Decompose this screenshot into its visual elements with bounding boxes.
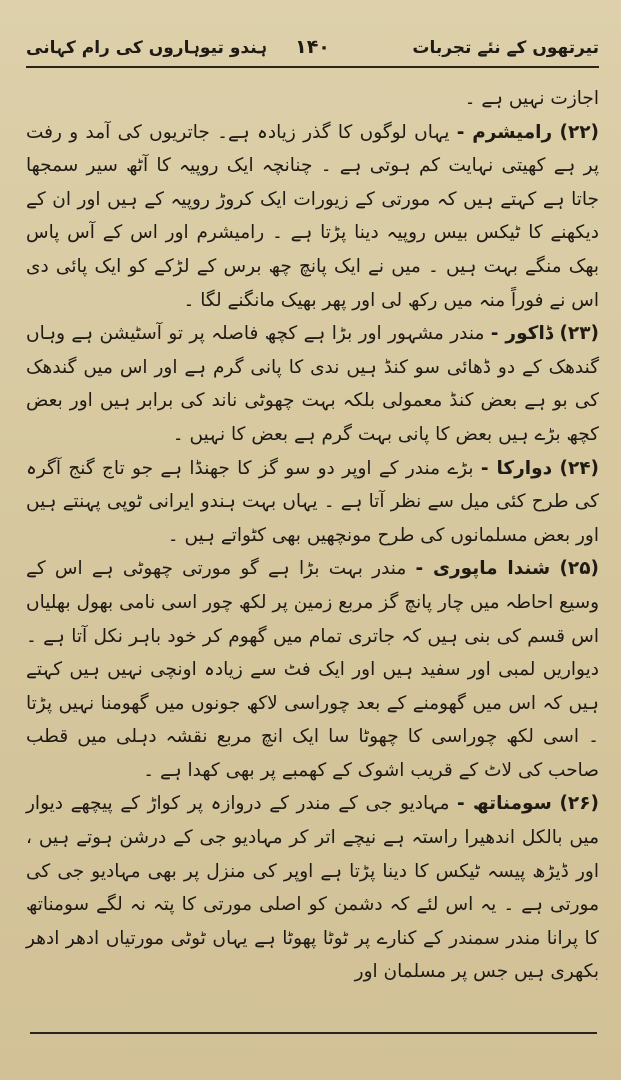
paragraph-heading: ڈاکور - bbox=[490, 323, 554, 345]
paragraph-heading: شندا ماپوری - bbox=[415, 558, 551, 580]
paragraph-heading: رامیشرم - bbox=[456, 121, 553, 143]
paragraph-intro bbox=[26, 82, 599, 116]
page-number: ۱۴۰ bbox=[295, 36, 330, 58]
paragraph-heading: سومناتھ - bbox=[456, 793, 552, 815]
paragraph-25 bbox=[26, 552, 599, 787]
paragraph-text: مندر بہت بڑا ہے گو مورتی چھوٹی ہے اس کے وسیع احاطہ میں چار پانچ گز مربع زمین پر لکھ چور اسی نامی بھول بھلیاں اس قسم کی بنی ہیں کہ جاتری تمام میں گھوم کر خود باہر نکل آتا ہے ۔ دیواریں لمبی اور سفید ہیں اور ایک فٹ سے زیادہ اونچی نہیں ہیں کہتے ہیں کہ اس میں گھومنے کے بعد چوراسی لاکھ جونوں میں گھومنا نہیں پڑتا ۔ اسی لکھ چوراسی کا چھوٹا سا ایک انچ مربع نقشہ دہلی میں قطب صاحب کی لاٹ کے قریب اشوک کے کھمبے پر بھی کھدا ہے ۔ bbox=[26, 558, 599, 781]
paragraph-text: اجازت نہیں ہے ۔ bbox=[464, 88, 599, 109]
paragraph-22 bbox=[26, 116, 599, 318]
paragraph-23 bbox=[26, 317, 599, 451]
header-right-title: تیرتھوں کے نئے تجربات bbox=[412, 37, 599, 58]
paragraph-text: مندر مشہور اور بڑا ہے کچھ فاصلہ پر تو آسٹیشن ہے وہاں گندھک کے دو ڈھائی سو کنڈ ہیں ندی کا پانی گرم ہے اور اس میں گندھک کی بو ہے بعض کنڈ معمولی بلکہ بہت چھوٹی ناند کی برابر ہیں اور بعض کچھ بڑے ہیں بعض کا پانی بہت گرم ہے بعض کا نہیں ۔ bbox=[26, 323, 599, 445]
paragraph-number: (۲۶) bbox=[559, 793, 599, 815]
header-left-title: ہندو تیوہاروں کی رام کہانی bbox=[26, 37, 268, 58]
paragraph-number: (۲۵) bbox=[559, 558, 599, 580]
paragraph-number: (۲۴) bbox=[559, 457, 600, 479]
paragraph-heading: دوارکا - bbox=[480, 457, 553, 479]
footer-rule bbox=[30, 1032, 597, 1034]
running-header bbox=[26, 28, 599, 68]
paragraph-number: (۲۳) bbox=[559, 323, 599, 345]
paragraph-text: بڑے مندر کے اوپر دو سو گز کا جھنڈا ہے جو تاج گنج آگرہ کی طرح کئی میل سے نظر آتا ہے ۔ یہاں بہت ہندو ایرانی ٹوپی پہنتے ہیں اور بعض مسلمانوں کی طرح مونچھیں بھی کٹواتے ہیں ۔ bbox=[26, 457, 599, 546]
paragraph-26 bbox=[26, 787, 599, 989]
paragraph-number: (۲۲) bbox=[559, 121, 599, 143]
paragraph-text: یہاں لوگوں کا گذر زیادہ ہے۔ جاتریوں کی آمد و رفت پر ہے کھیتی نہایت کم ہوتی ہے ۔ چنانچہ ایک روپیہ کا آٹھ سیر سمجھا جاتا ہے کہتے ہیں کہ مورتی کے زیورات ایک کروڑ روپیہ کے ہیں اور ان کے دیکھنے کا ٹیکس بیس روپیہ دینا پڑتا ہے ۔ رامیشرم اور اس کے آس پاس بھک منگے بہت ہیں ۔ میں نے ایک پانچ چھ برس کے لڑکے کو ایک پائی دی اس نے فوراً منہ میں رکھ لی اور پھر بھیک مانگنے لگا ۔ bbox=[26, 121, 599, 311]
paragraph-24 bbox=[26, 452, 599, 553]
page-body bbox=[26, 82, 599, 989]
paragraph-text: مہادیو جی کے مندر کے دروازہ پر کواڑ کے پیچھے دیوار میں بالکل اندھیرا راستہ ہے نیچے اتر کر مہادیو جی کے درشن ہوتے ہیں ، اور ڈیڑھ پیسہ ٹیکس کا دینا پڑتا ہے اوپر کی منزل پر بھی مہادیو جی کی مورتی ہے ۔ یہ اس لئے کہ دشمن کو اصلی مورتی کا پتہ نہ لگے سومناتھ کا پرانا مندر سمندر کے کنارے پر ٹوٹا پھوٹا ہے یہاں ٹوٹی مورتیاں ادھر ادھر بکھری ہیں جس پر مسلمان اور bbox=[26, 793, 599, 983]
